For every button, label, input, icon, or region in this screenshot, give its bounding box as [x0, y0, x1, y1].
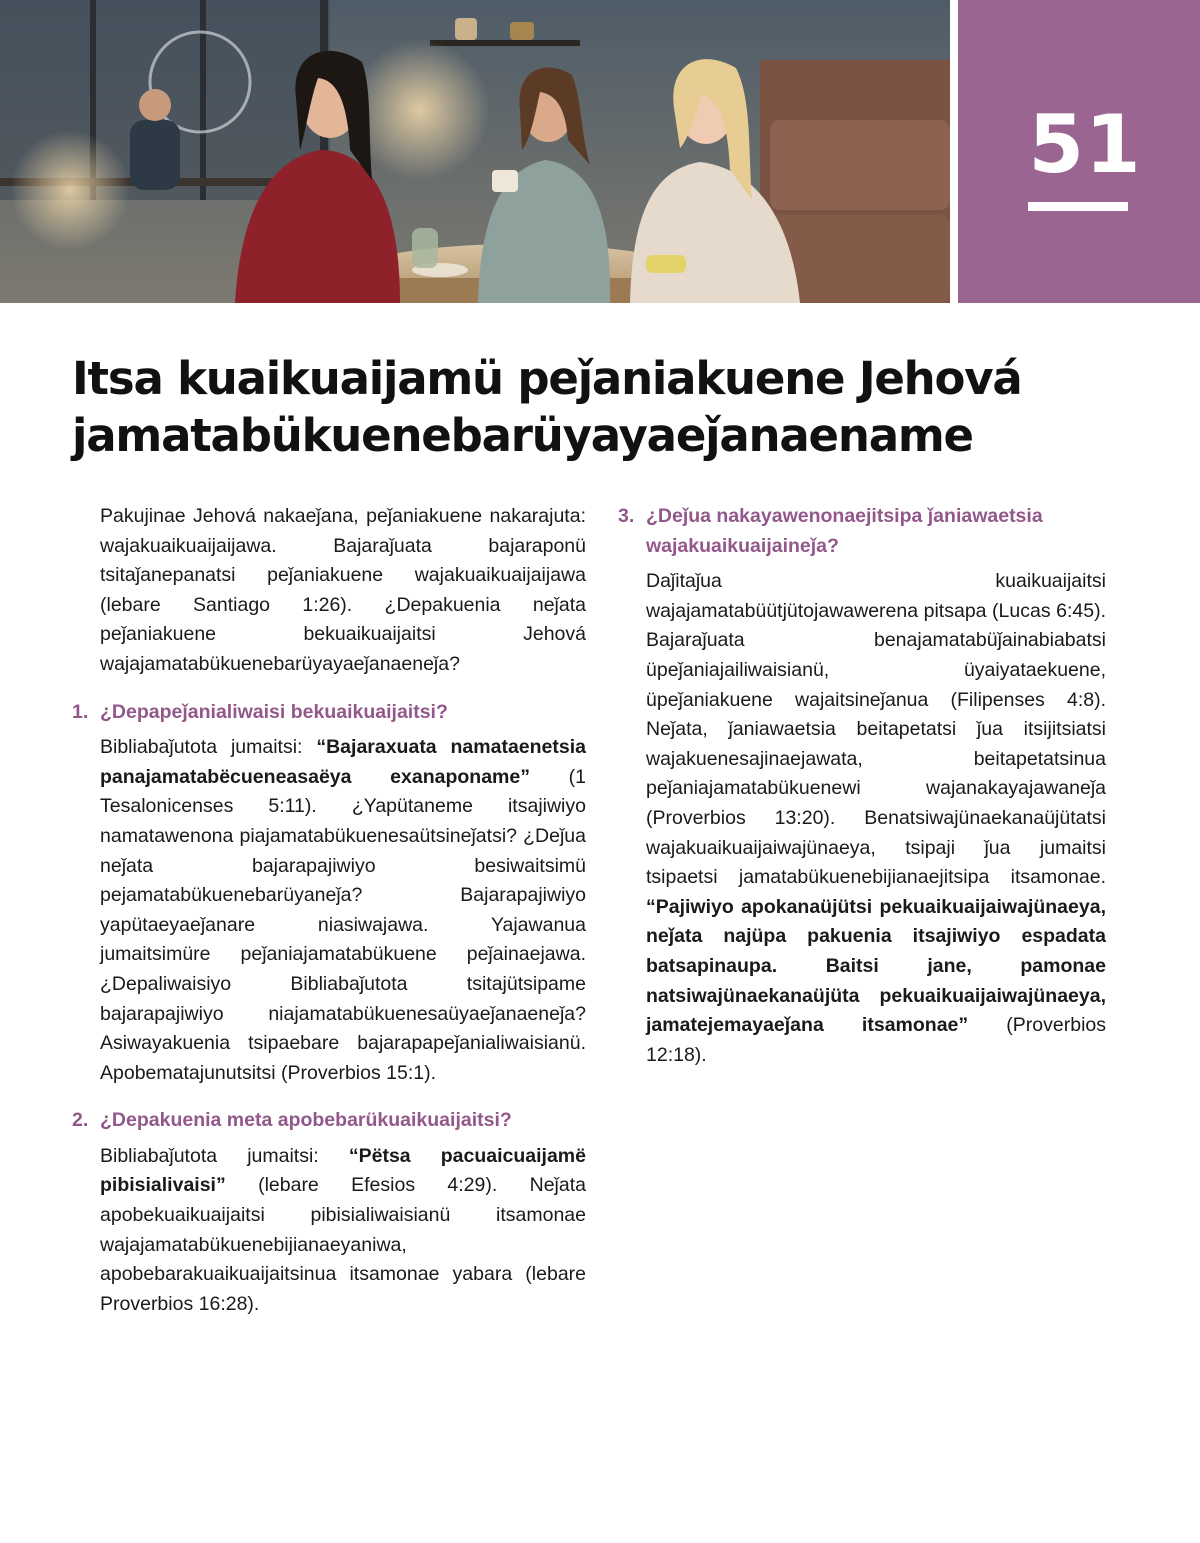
section-3-heading-text: ¿Deǰua nakayawenonaejitsipa ǰaniawaetsia wajakuaikuaijaineǰa? — [646, 505, 1043, 557]
section-3-quote: “Pajiwiyo apokanaüjütsi pekuaikuaijaiwajünaeya, neǰata najüpa pakuenia itsajiwiyo espadata batsapinaupa. Baitsi jane, pamonae natsiwajünaekanaüjüta pekuaikuaijaiwajünaeya, jamatejemayaeǰana itsamonae” — [646, 895, 1106, 1037]
section-2-number: 2. — [72, 1109, 89, 1132]
section-1-quote: “Bajaraxuata namataenetsia panajamatabëcueneasaëya exanaponame” — [100, 736, 587, 788]
section-2-body: (lebare Efesios 4:29). Neǰata apobekuaikuaijaitsi pibisialiwaisianü itsamonae wajajamatabükuenebijianaeyaniwa, apobebarakuaikuaijaitsinua itsamonae yabara (lebare Proverbios 16:28). — [100, 1174, 586, 1315]
lesson-number-box — [958, 0, 1200, 303]
section-2-paragraph — [100, 1142, 586, 1320]
intro-paragraph: Pakujinae Jehová nakaeǰana, peǰaniakuene nakarajuta: wajakuaikuaijaijawa. Bajaraǰuata bajaraponü tsitaǰanepanatsi peǰaniakuene wajakuaikuaijaijawa (lebare Santiago 1:26). ¿Depakuenia neǰata peǰaniakuene bekuaikuaijaitsi Jehová wajajamatabükuenebarüyayaeǰanaeneǰa? — [100, 505, 586, 675]
section-2-quote: “Pëtsa pacuaicuaijamë pibisialivaisi” — [100, 1144, 586, 1197]
section-2-heading — [72, 1106, 586, 1136]
section-3-heading — [618, 502, 1106, 561]
section-2-heading-text: ¿Depakuenia meta apobebarükuaikuaijaitsi? — [100, 1109, 512, 1132]
section-3-paragraph — [646, 567, 1106, 1070]
page-title: Itsa kuaikuaijamü peǰaniakuene Jehová jamatabükuenebarüyayaeǰanaename — [72, 352, 1022, 462]
section-2-lead: Bibliabaǰutota jumaitsi: — [100, 1144, 349, 1167]
section-1-number: 1. — [72, 700, 89, 723]
section-1-lead: Bibliabaǰutota jumaitsi: — [100, 736, 317, 759]
cafe-scene-illustration — [0, 0, 950, 303]
section-3-citation: (Proverbios 12:18). — [646, 1014, 1106, 1066]
section-3-body: Daǰitaǰua kuaikuaijaitsi wajajamatabüütjütojawawerena pitsapa (Lucas 6:45). Bajaraǰuata benajamatabüǰainabiabatsi üpeǰaniajailiwaisianü, üyaiyataekuene, üpeǰaniakuene wajaitsineǰanua (Filipenses 4:8). Neǰata, ǰaniawaetsia beitapetatsi ǰua itsijitsiatsi wajakuenesajinaejawata, beitapetatsinua peǰaniajamatabükuenewi wajanakayajawaneǰa (Proverbios 13:20). Benatsiwajünaekanaüjütatsi wajakuaikuaijaiwajünaeya, tsipaji ǰua jumaitsi tsipaetsi jamatabükuenebijianaejitsipa itsamonae. — [646, 570, 1106, 889]
section-1-body: (1 Tesalonicenses 5:11). ¿Yapütaneme itsajiwiyo namatawenona piajamatabükuenesaütsineǰatsi? ¿Deǰua neǰata bajarapajiwiyo besiwaitsimü pejamatabükuenebarüyaneǰa? Bajarapajiwiyo yapütaeyaeǰanare niasiwajawa. Yajawanua jumaitsimüre peǰaniajamatabükuene peǰainaejawa. ¿Depaliwaisiyo Bibliabaǰutota tsitajütsipame bajarapajiwiyo niajamatabükuenesaüyaeǰanaeneǰa? Asiwayakuenia tsipaebare bajarapapeǰanialiwaisianü. Apobematajunutsitsi (Proverbios 15:1). — [100, 765, 586, 1084]
section-1-heading-text: ¿Depapeǰanialiwaisi bekuaikuaijaitsi? — [100, 700, 448, 723]
lesson-number-underline — [1028, 202, 1128, 211]
right-column — [618, 502, 1106, 1070]
section-1-heading — [72, 698, 586, 728]
section-3-number: 3. — [618, 505, 635, 527]
left-column — [72, 502, 586, 1319]
section-1-paragraph — [100, 733, 586, 1088]
header-photo — [0, 0, 950, 303]
lesson-number: 51 — [1028, 98, 1142, 191]
